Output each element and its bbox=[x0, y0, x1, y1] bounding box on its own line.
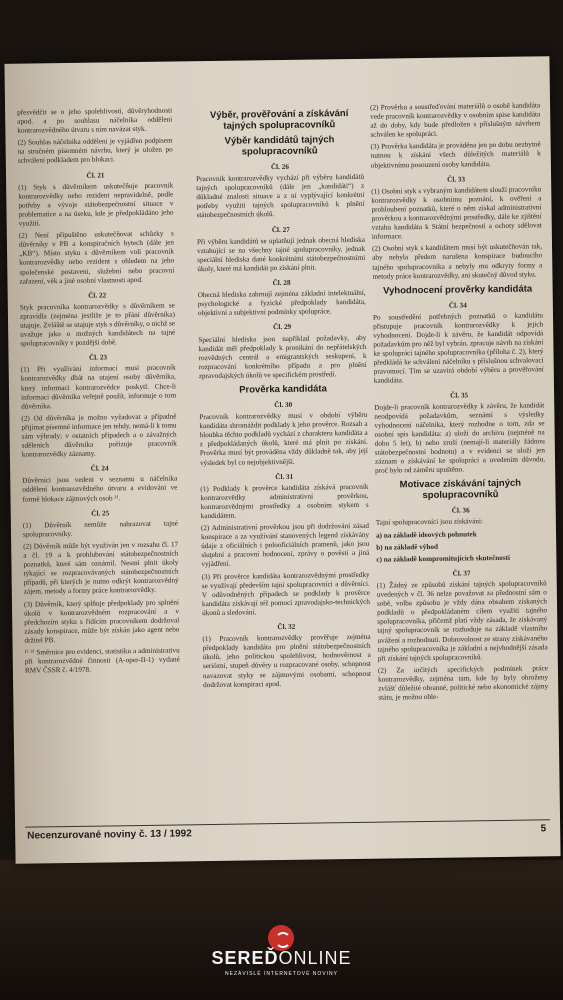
paragraph: (1) Pracovník kontrarozvědky prověřuje zejména předpoklady kandidáta pro plnění státobezpečnostních úkolů, jeho politickou spolehlivost, hodnověrnost a seriózní, stupeň důvěry u rozpracované osoby, schopnost navazovat styky se zájmovými osobami, schopnost dodržovat konspiraci apod. bbox=[202, 632, 372, 689]
footer-divider bbox=[25, 819, 550, 827]
paragraph: Dojde-li pracovník kontrarozvědky k závěru, že kandidát neodpovídá požadavkům, seznámí s výsledky vyhodnocení náčelníka, který rozhodne o tom, zda se osobní spis kandidáta: a) uloží do archivu (nejméně na dobu 5 let), b) nebo zruší (nemají-li materiály žádnou státobezpečnostní hodnotu) a v evidenci se uloží jen záznam o získávání ke spolupráci a uvedením důvodu, proč bylo od záměru upuštěno. bbox=[374, 400, 546, 475]
article-number: Čl. 36 bbox=[451, 506, 470, 516]
paragraph: (1) Osobní styk s vybraným kandidátem slouží pracovníku kontrarozvědky k osobnímu poznání, k ověření a prohloubení poznatků, které o něm získal administrativní prověrkou a kontrarozvědnými prostředky, dále ke zjištění vztahu kandidáta k Státní bezpečnosti a ochoty sdělovat informace. bbox=[371, 185, 542, 241]
paragraph: (2) Důvěrník může být využíván jen v rozsahu čl. 17 a čl. 19 a k prohlubování státobezpečnostních poznatků, které sám oznámil. Nesmí plnit úkoly týkající se rozpracovávaných státobezpečnostních případů, při kterých je nutno odkrýt kontrarozvědný zájem, metody a formy práce kontrarozvědky. bbox=[23, 540, 179, 597]
section-heading: Výběr, prověřování a získávání tajných spolupracovníků bbox=[209, 108, 349, 132]
paragraph: (1) Žádný ze způsobů získání tajných spolupracovníků uvedených v čl. 36 nelze považovat za přednostní sám o sobě, volba způsobu je vždy dána obsahem získaných podkladů o předpokládaném cílem využití tajného spolupracovníka, přičemž platí vždy zásada, že získávaný tajný spolupracovník se rozhoduje na základě vlastního uvážení a rozhodnutí. Dobrovolnost ze strany získávaného tajného spolupracovníka je základní a nejvhodnější zásada při získání tajných spolupracovníků. bbox=[376, 579, 548, 663]
paragraph: (3) Prověrka kandidáta je prováděna jen po dobu nezbytně nutnou k získání všech důležitých materiálů k objektivnímu posouzení osoby kandidáta. bbox=[370, 140, 541, 170]
paragraph: Pracovník kontrarozvědky vychází při výběru kandidátů tajných spolupracovníků (dále jen „kandidáti“) z důkladné znalosti situace a z ní vyplývající konkrétní potřeby využití tajných spolupracovníků k plnění státobezpečnostních úkolů. bbox=[196, 172, 365, 220]
paragraph: (1) Podklady k prověrce kandidáta získává pracovník kontrarozvědky administrativní prověrkou, kontrarozvědnými prostředky a osobním stykem s kandidátem. bbox=[200, 482, 369, 521]
list-item: b) na základě výhod bbox=[376, 542, 438, 552]
paragraph: (3) Důvěrník, který splňuje předpoklady pro splnění úkolů v kontrarozvědném rozpracování a v předchozím styku s řídícím pracovníkem dodržoval zásady konspirace, může být získán jako agent nebo držitel PB. bbox=[23, 597, 180, 645]
article-number: Čl. 30 bbox=[274, 400, 293, 410]
article-number: Čl. 32 bbox=[277, 622, 296, 632]
paragraph: Důvěrníci jsou vedeni v seznamu u náčelníka oddělení kontrarozvědného útvaru a evidováni ve formě blokace zájmových osob ³⁾. bbox=[22, 474, 178, 504]
paragraph: (2) Osobní styk s kandidátem musí být uskutečňován tak, aby nebyla předem narušena konspirace budoucího tajného spolupracovníka a nebyly mu odkryty formy a metody práce kontrarozvědky, ani skutečný důvod styku. bbox=[372, 242, 543, 281]
column-right bbox=[370, 101, 548, 705]
article-number: Čl. 27 bbox=[271, 225, 290, 234]
paragraph: (1) Důvěrník nemůže nahrazovat tajné spolupracovníky. bbox=[22, 519, 178, 539]
paragraph: Speciální hlediska jsou například požadavky, aby kandidát měl předpoklady k pronikání do nepřátelských rozvědných centrál a emigrantských seskupení, k rozpracování konkrétního případu a pro plnění zpravodajských úkolů ve specifickém prostředí. bbox=[198, 333, 367, 381]
article-number: Čl. 37 bbox=[452, 569, 471, 578]
article-number: Čl. 26 bbox=[270, 162, 289, 172]
article-number: Čl. 29 bbox=[273, 323, 292, 332]
column-middle bbox=[195, 104, 371, 693]
section-heading: Prověrka kandidáta bbox=[239, 383, 327, 396]
watermark-name: SEREĎONLINE bbox=[211, 948, 352, 968]
paragraph: (2) Od důvěrníka je možno vyžadovat a případně přijímat písemné informace jen tehdy, nemá-li k tomu sám výhrady; v ostatních případech a o závažných sděleních důvěrníka pořizuje pracovník kontrarozvědky záznamy. bbox=[21, 412, 177, 459]
list-item: c) na základě kompromitujících skutečností bbox=[376, 553, 511, 564]
watermark-tagline: NEZÁVISLÉ INTERNETOVÉ NOVINY bbox=[225, 971, 338, 977]
paragraph: (1) Styk s důvěrníkem uskutečňuje pracovník kontrarozvědky nebo rezident nepravidelně, podle potřeby a vývoje státobezpečnostní situace v problematice a na úseku, kde je předpokládáno jeho využití. bbox=[18, 181, 174, 228]
newspaper-page bbox=[4, 56, 560, 864]
paragraph: Obecná hlediska zahrnují zejména základní intelektuální, psychologické a fyzické předpoklady kandidáta, objektivní a subjektivní podmínky spolupráce. bbox=[197, 288, 366, 318]
article-number: Čl. 33 bbox=[447, 175, 466, 184]
list-item: a) na základě ideových pohnutek bbox=[376, 529, 477, 540]
publication-title: Necenzurované noviny č. 13 / 1992 bbox=[27, 828, 192, 842]
article-number: Čl. 34 bbox=[448, 301, 467, 310]
article-number: Čl. 25 bbox=[91, 509, 110, 518]
watermark bbox=[0, 948, 563, 977]
paragraph: (2) Souhlas náčelníka oddělení je vyjádřen podpisem na stručném písemném návrhu, který je uložen po schválení podkladem pro blokaci. bbox=[17, 136, 173, 166]
footnote: ¹⁾ ³⁾ Směrnice pro evidenci, statistiku a administrativu při kontrarozvědné činnosti (A-oper-II-1) vydané RMV ČSSR č. 4/1978. bbox=[24, 646, 180, 675]
page-number: 5 bbox=[540, 823, 547, 835]
paragraph: Styk pracovníka kontrarozvědky s důvěrníkem se zpravidla (zejména jestliže je to přání důvěrníka) utajuje. Zvláště se utajuje styk s důvěrníky, o nichž se uvažuje jako o možných kandidátech na tajné spolupracovníky v pozdější době. bbox=[19, 301, 176, 348]
paragraph: (2) Prověrku a soustřeďování materiálů o osobě kandidáta vede pracovník kontrarozvědky v osobním spise kandidáta až do doby, kdy bude předložen s příslušným návrhem schválen ke spolupráci. bbox=[370, 101, 541, 140]
paragraph: (2) Není připuštěno uskutečňovat schůzky s důvěrníky v PB a konspiračních bytech (dále jen „KB“). Místo styku s důvěrníkem volí pracovník kontrarozvědky nebo rezident s ohledem na jeho společenské postavení, služební nebo pracovní zařazení, věk a jiné osobní vlastnosti apod. bbox=[18, 229, 175, 286]
section-heading: Vyhodnocení prověrky kandidáta bbox=[383, 283, 533, 297]
paragraph: (2) Za určitých specifických podmínek práce kontrarozvědky, zejména tam, kde by byly ohroženy zvlášť důležité obranné, politické nebo ekonomické zájmy státu, je možno oble- bbox=[377, 664, 549, 702]
article-number: Čl. 24 bbox=[90, 464, 109, 473]
paragraph: Při výběru kandidátů se uplatňují jednak obecná hlediska vztahující se na všechny tajné spolupracovníky, jednak speciální hlediska dané konkrétními státobezpečnostními úkoly, které má kandidát po získání plnit. bbox=[196, 235, 366, 274]
section-heading: Motivace získávání tajných spolupracovníků bbox=[399, 478, 522, 502]
article-number: Čl. 28 bbox=[272, 278, 291, 288]
column-left bbox=[17, 107, 180, 679]
section-heading: Výběr kandidátů tajných spolupracovníků bbox=[224, 134, 335, 158]
article-number: Čl. 31 bbox=[275, 472, 294, 481]
paragraph: Tajní spolupracovníci jsou získáváni: bbox=[375, 517, 484, 528]
paragraph: (3) Při prověrce kandidáta kontrarozvědnými prostředky se využívají především tajní spolupracovníci a důvěrníci. V odůvodněných případech se podklady k prověrce kandidáta získávají též pomocí zpravodajsko-technických úkonů a sledování. bbox=[201, 570, 371, 618]
article-number: Čl. 35 bbox=[450, 390, 469, 400]
article-number: Čl. 23 bbox=[89, 353, 108, 362]
paragraph: Pracovník kontrarozvědky musí v období výběru kandidáta shromáždit podklady k jeho prověrce. Rozsah a hloubka těchto podkladů vychází z charakteru kandidáta a z předpokládaných úkolů, které má plnit po získání. Prověrka musí být prováděna vždy důkladně tak, aby její výsledek byl co nejobjektivnější. bbox=[199, 410, 368, 467]
paragraph: přesvědčit se o jeho spolehlivosti, důvěryhodnosti apod. a po souhlasu náčelníka oddělení kontrarozvědného útvaru s ním navázat styk. bbox=[17, 106, 173, 135]
paragraph: (1) Při využívání informací musí pracovník kontrarozvědky dbát na utajení osoby důvěrníka, který informaci kontrarozvědce poskytl. Chce-li informaci důvěrníka veřejně použít, informuje o tom důvěrníka. bbox=[20, 363, 177, 411]
paragraph: (2) Administrativní prověrkou jsou při dodržování zásad konspirace a za využívání stanovených legend získávány údaje z oficiálních i polooficiálních pramenů, jako jsou sluţební a pracovní hodnocení, zprávy o pověsti a jiná vyjádření. bbox=[200, 521, 370, 569]
paragraph: Po soustředění potřebných poznatků o kandidátu přistupuje pracovník kontrarozvědky k jejich vyhodnocení. Dojde-li k závěru, že kandidát odpovídá požadavkům pro něž byl vybrán, zpracuje návrh na získání ke spolupráci tajného spolupracovníka (příloha č. 2), který předkládá ke schválení náčelníku s příslušnou schvalovací pravomocí. Tím se uzavírá období výběru a prověřování kandidáta. bbox=[372, 311, 544, 386]
article-number: Čl. 21 bbox=[86, 171, 105, 180]
article-number: Čl. 22 bbox=[88, 291, 107, 300]
